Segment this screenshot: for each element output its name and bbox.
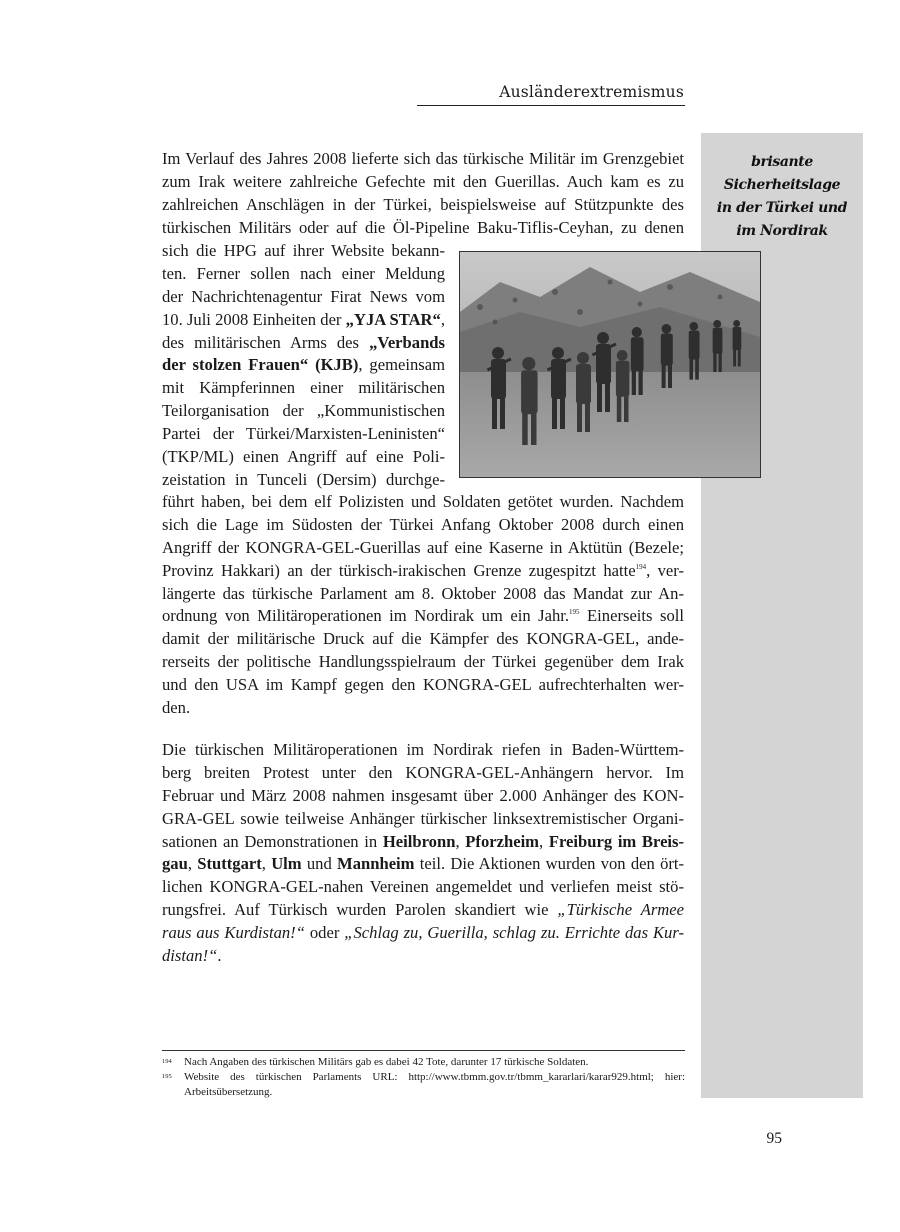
margin-note-line: in der Türkei und [716,200,848,216]
text-line: den. [162,698,191,718]
text-line: ordnung von Militäroperationen im Nordirak um ein Jahr.$^{195}$ Einerseits soll [162,606,684,626]
text-line: GRA-GEL sowie teilweise Anhänger türkischer linksextremistischer Organi- [162,808,684,828]
text-line: berg breiten Protest unter den KONGRA-GEL-Anhängern hervor. Im [162,762,684,782]
text-line: 10. Juli 2008 Einheiten der „YJA STAR“, [162,309,445,329]
running-header-title: Ausländerextremismus [499,83,684,101]
text-line: führt haben, bei dem elf Polizisten und Soldaten getötet wurden. Nachdem [162,492,684,511]
city-mannheim: Mannheim [337,854,415,874]
city-stuttgart: Stuttgart [197,854,262,874]
page-number: 95 [766,1130,782,1147]
footnote-rule [162,1050,685,1051]
footnote-number: 195 [162,1073,172,1080]
margin-note-line: im Nordirak [736,223,828,239]
paragraph-2 [162,739,684,968]
text-line: ten. Ferner sollen nach einer Meldung [162,263,445,283]
text-line: raus aus Kurdistan!“ oder „Schlag zu, Guerilla, schlag zu. Errichte das Kur- [162,923,684,943]
footnote-number: 194 [162,1058,172,1065]
city-freiburg-cont: gau [162,854,188,874]
city-freiburg: Freiburg im Breis- [548,831,684,851]
city-pforzheim: Pforzheim [465,831,539,851]
text-line: zeistation in Tunceli (Dersim) durchge- [162,469,445,489]
footnote-ref-194[interactable]: 194 [635,562,647,571]
text-line: Angriff der KONGRA-GEL-Guerillas auf eine Kaserne in Aktütün (Bezele; [162,537,684,557]
text-line: Partei der Türkei/Marxisten-Leninisten“ [162,424,445,444]
text-line: Provinz Hakkari) an der türkisch-irakischen Grenze zugespitzt hatte$^{194}$, ver- [162,560,684,580]
slogan-quote: raus aus Kurdistan!“ [162,923,305,943]
slogan-quote: distan!“ [162,946,218,966]
text-line: damit der militärische Druck auf die Kämpfer des KONGRA-GEL, ande- [162,629,684,649]
margin-note-line: Sicherheitslage [723,177,841,193]
text-line: sich die Lage im Südosten der Türkei Anfang Oktober 2008 durch einen [162,514,684,534]
margin-note-line: brisante [751,154,813,170]
text-line: rungsfrei. Auf Türkisch wurden Parolen skandiert wie „Türkische Armee [162,900,684,920]
footnote-195 [162,1070,685,1100]
slogan-quote: „Schlag zu, Guerilla, schlag zu. Errichte das Kur- [344,923,684,943]
text-line: zahlreichen Anschlägen in der Türkei, beispielsweise auf Stützpunkte des [162,194,684,214]
photo-marching-fighters [459,251,761,478]
text-line: distan!“. [162,946,222,966]
margin-note [701,151,863,243]
slogan-quote: „Türkische Armee [557,900,684,920]
text-line: und den USA im Kampf gegen den KONGRA-GEL aufrechterhalten wer- [162,675,684,695]
text-line: der Nachrichtenagentur Firat News vom [162,286,445,306]
photo-illustration [460,252,760,477]
text-line: zum Irak weitere zahlreiche Gefechte mit den Guerillas. Auch kam es zu [162,171,684,191]
footnote-text: Website des türkischen Parlaments URL: http://www.tbmm.gov.tr/tbmm_kararlari/karar929.html; hier: Arbeitsübersetzung. [184,1071,685,1098]
city-ulm: Ulm [271,854,302,874]
text-line: (TKP/ML) einen Angriff auf eine Poli- [162,447,445,467]
footnote-194 [162,1055,685,1070]
text-line: längerte das türkische Parlament am 8. Oktober 2008 das Mandat zur An- [162,583,684,603]
footnote-text: Nach Angaben des türkischen Militärs gab es dabei 42 Tote, darunter 17 türkische Soldaten. [184,1056,589,1068]
text-line: Im Verlauf des Jahres 2008 lieferte sich das türkische Militär im Grenzgebiet [162,149,684,168]
org-name-kjb: „Verbands [369,332,445,352]
text-line: sationen an Demonstrationen in Heilbronn, Pforzheim, Freiburg im Breis- [162,831,684,851]
text-line: sich die HPG auf ihrer Website bekann- [162,241,445,260]
city-heilbronn: Heilbronn [382,831,456,851]
text-line: Teilorganisation der „Kommunistischen [162,401,445,421]
org-name-yja-star: „YJA STAR“ [345,309,441,329]
paragraph-1-top [162,148,684,240]
footnotes [162,1055,685,1100]
text-line: türkischen Militärs oder auf die Öl-Pipeline Baku-Tiflis-Ceyhan, zu denen [162,217,684,237]
text-line: mit Kämpferinnen einer militärischen [162,378,445,398]
text-line: Die türkischen Militäroperationen im Nordirak riefen in Baden-Württem- [162,740,684,759]
paragraph-1-bottom [162,491,684,720]
text-line: Februar und März 2008 nahmen insgesamt über 2.000 Anhänger des KON- [162,785,684,805]
text-line: lichen KONGRA-GEL-nahen Vereinen angemeldet und verliefen meist stö- [162,877,684,897]
text-line: der stolzen Frauen“ (KJB), gemeinsam [162,355,445,375]
text-line: rerseits der politische Handlungsspielraum der Türkei gegenüber dem Irak [162,652,684,672]
footnote-ref-195[interactable]: 195 [569,608,580,617]
text-line: des militärischen Arms des „Verbands [162,332,445,352]
header-rule [417,105,685,106]
text-line: gau, Stuttgart, Ulm und Mannheim teil. Die Aktionen wurden von den ört- [162,854,684,874]
org-name-kjb-cont: der stolzen Frauen“ (KJB) [162,355,359,375]
